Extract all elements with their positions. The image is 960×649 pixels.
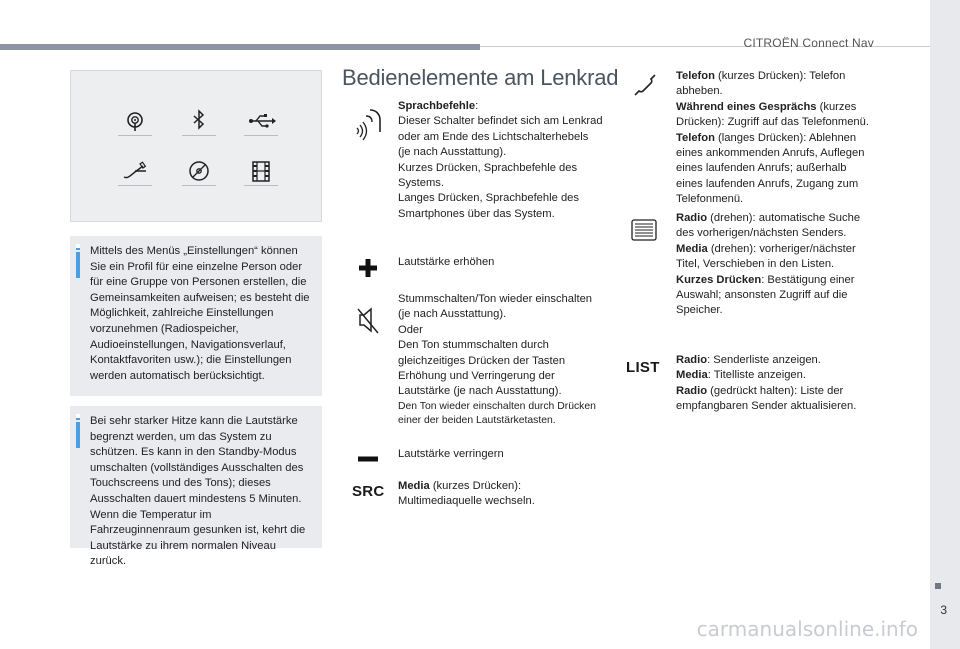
info-icon (76, 414, 80, 448)
header-rule (0, 44, 480, 50)
aux-cable-icon (115, 157, 155, 187)
info-note-settings-profile (70, 236, 322, 396)
volume-up-description: Lautstärke erhöhen (398, 256, 495, 268)
voice-command-icon (350, 106, 388, 142)
plus-icon (357, 257, 379, 279)
src-label: SRC (352, 483, 385, 500)
bluetooth-icon (179, 107, 219, 137)
volume-down-description: Lautstärke verringern (398, 448, 504, 460)
watermark: carmanualsonline.info (696, 617, 918, 641)
page-number: 3 (940, 603, 947, 617)
phone-icon (630, 71, 660, 101)
radio-icon (115, 107, 155, 137)
media-source-icon-panel (70, 70, 322, 222)
mute-icon (354, 303, 382, 337)
note-text: Mittels des Menüs „Einstellungen“ können Sie ein Profil für eine einzelne Person oder für eine Gruppe von Personen erstellen, die Gemeinsamkeiten aufweisen; es besteht die Möglichkeit, zahlreiche Einstellungen vorzunehmen (Radiospeicher, Audioeinstellungen, Navigationsverlauf, Kontaktfavoriten usw.); die Einstellungen werden automatisch berücksichtigt. (90, 245, 310, 382)
list-description: Radio: Senderliste anzeigen. Media: Titelliste anzeigen. Radio (gedrückt halten): Liste der empfangbaren Sender aktualisieren. (676, 354, 857, 413)
note-text: Bei sehr starker Hitze kann die Lautstärke begrenzt werden, um das System zu schützen. Es kann in den Standby-Modus umschalten (vollständiges Ausschalten des Touchscreens und des Tons); dieses Ausschalten dauert mindestens 5 Minuten. Wenn die Temperatur im Fahrzeuginnenraum gesunken ist, kehrt die Lautstärke zu ihrem normalen Niveau zurück. (90, 415, 306, 568)
page-marker (935, 583, 941, 589)
usb-icon (241, 107, 281, 137)
mute-description: Stummschalten/Ton wieder einschalten (je nach Ausstattung). Oder Den Ton stummschalten durch gleichzeitiges Drücken der Tasten Erhöhung und Verringerung der Lautstärke (je nach Ausstattung). Den Ton wieder einschalten durch Drücken einer der beiden Lautstärketasten. (398, 293, 596, 427)
info-icon (76, 244, 80, 278)
header-title: CITROËN Connect Nav (743, 36, 874, 50)
cd-icon (179, 157, 219, 187)
info-note-heat-volume (70, 406, 322, 568)
minus-icon (357, 450, 379, 458)
page-edge-strip (930, 0, 960, 649)
src-description: Media (kurzes Drücken): Multimediaquelle wechseln. (398, 480, 535, 508)
thumbwheel-icon (630, 218, 658, 242)
phone-description: Telefon (kurzes Drücken): Telefon abheben. Während eines Gesprächs (kurzes Drücken): Zugriff auf das Telefonmenü. Telefon (langes Drücken): Ablehnen eines ankommenden Anrufs, Auflegen eines laufenden Anrufs; außerhalb eines laufenden Anrufs, Zugang zum Telefonmenü. (676, 70, 869, 206)
list-label: LIST (626, 359, 660, 376)
section-title: Bedienelemente am Lenkrad (342, 65, 619, 90)
thumbwheel-description: Radio (drehen): automatische Suche des vorherigen/nächsten Senders. Media (drehen): vorheriger/nächster Titel, Verschieben in den Listen. Kurzes Drücken: Bestätigung einer Auswahl; ansonsten Zugriff auf die Speicher. (676, 212, 861, 317)
media-film-icon (241, 157, 281, 187)
voice-command-description: Sprachbefehle: Dieser Schalter befindet sich am Lenkrad oder am Ende des Lichtschalterhebels (je nach Ausstattung). Kurzes Drücken, Sprachbefehle des Systems. Langes Drücken, Sprachbefehle des Smartphones über das System. (398, 100, 603, 220)
